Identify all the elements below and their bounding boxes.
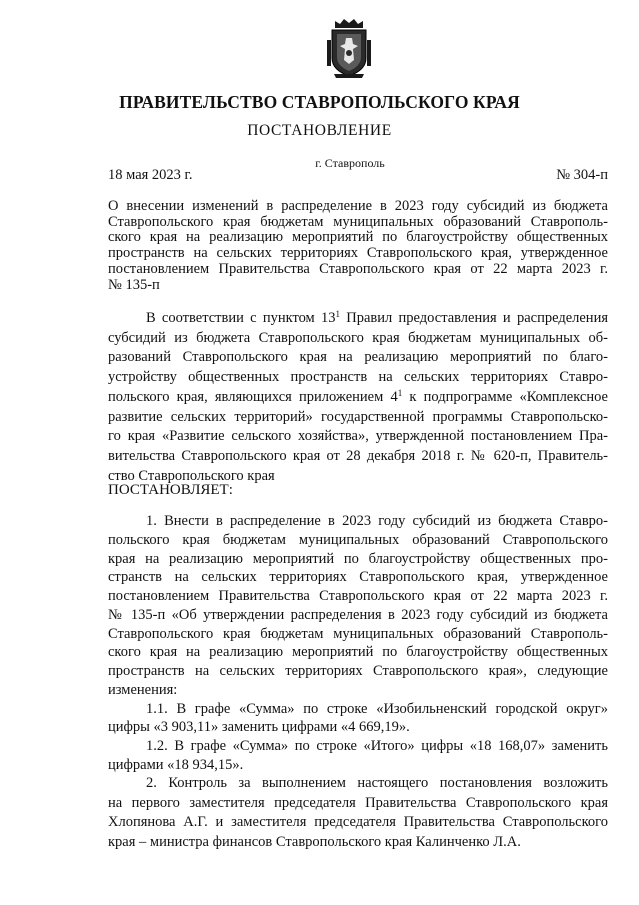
clause-line: польского края бюджетам муниципальных образований Ставропольского xyxy=(108,531,608,548)
subclause-line: цифрами «18 934,15». xyxy=(108,756,244,773)
preamble-text: В соответствии с пунктом 13 xyxy=(146,310,336,326)
preamble-line: разований Ставропольского края на реализацию мероприятий по благо- xyxy=(108,349,608,366)
subclause-line: цифры «3 903,11» заменить цифрами «4 669,19». xyxy=(108,719,410,736)
clause-line: 1. Внести в распределение в 2023 году субсидий из бюджета Ставро- xyxy=(146,513,608,529)
preamble xyxy=(108,309,608,486)
subject-line: О внесении изменений в распределение в 2023 году субсидий из бюджета xyxy=(108,198,608,214)
decree-word: ПОСТАНОВЛЯЕТ: xyxy=(108,482,233,498)
superscript: 1 xyxy=(397,387,403,398)
clause-line: края – министра финансов Ставропольского края Калинченко Л.А. xyxy=(108,833,521,850)
preamble-line xyxy=(108,309,608,329)
clause-line: постановлением Правительства Ставропольского края от 22 марта 2023 г. xyxy=(108,588,608,604)
subject-line: пространств на сельских территориях Ставропольского края, утвержденное xyxy=(108,245,608,262)
preamble-line xyxy=(108,388,608,408)
clause-line: № 135-п «Об утверждении распределения в 2023 году субсидий из бюджета xyxy=(108,606,608,623)
clause-2 xyxy=(108,774,608,852)
subject-line: № 135-п xyxy=(108,276,160,293)
coat-of-arms-emblem xyxy=(326,18,372,80)
clause-line: 2. Контроль за выполнением настоящего постановления возложить xyxy=(146,775,608,791)
preamble-line: го края «Развитие сельского хозяйства», утвержденной постановлением Пра- xyxy=(108,428,608,445)
clause-line: ского края на реализацию мероприятий по благоустройству общественных xyxy=(108,644,608,661)
preamble-text: Правил предоставления и распределения xyxy=(340,310,608,326)
subclause-line: 1.1. В графе «Сумма» по строке «Изобильненский городской округ» xyxy=(146,700,608,717)
preamble-line: субсидий из бюджета Ставропольского края бюджетам муниципальных об- xyxy=(108,329,608,346)
preamble-text: польского края, являющихся приложением 4 xyxy=(108,388,398,405)
document-type: ПОСТАНОВЛЕНИЕ xyxy=(247,122,392,139)
preamble-text: к подпрограмме «Комплексное xyxy=(402,388,608,405)
subclause-line: 1.2. В графе «Сумма» по строке «Итого» цифры «18 168,07» заменить xyxy=(146,738,608,754)
clause-line: Хлопянова А.Г. и заместителя председателя Правительства Ставропольского xyxy=(108,814,608,830)
preamble-line: развитие сельских территорий» государственной программы Ставропольско- xyxy=(108,408,608,425)
subject-line: ского края на реализацию мероприятий по благоустройству общественных xyxy=(108,229,608,246)
preamble-line: устройству общественных пространств на сельских территориях Ставро- xyxy=(108,369,608,386)
city: г. Ставрополь xyxy=(315,156,385,170)
clause-line: Ставропольского края бюджетам муниципальных образований Ставрополь- xyxy=(108,625,608,642)
preamble-line: ство Ставропольского края xyxy=(108,467,275,484)
clause-line: пространств на сельских территориях Ставропольского края», следующие xyxy=(108,663,608,679)
superscript: 1 xyxy=(335,309,340,319)
clause-line: края на реализацию мероприятий по благоустройству общественных про- xyxy=(108,550,608,567)
government-title: ПРАВИТЕЛЬСТВО СТАВРОПОЛЬСКОГО КРАЯ xyxy=(119,92,520,112)
subject-line: постановлением Правительства Ставропольского края от 22 марта 2023 г. xyxy=(108,260,608,277)
clause-line: на первого заместителя председателя Правительства Ставропольского края xyxy=(108,794,608,811)
subject-line: Ставропольского края бюджетам муниципальных образований Ставрополь- xyxy=(108,213,608,230)
preamble-line: вительства Ставропольского края от 28 декабря 2018 г. № 620-п, Правитель- xyxy=(108,447,608,464)
clause-1 xyxy=(108,512,608,775)
clause-line: изменения: xyxy=(108,681,178,698)
document-subject xyxy=(108,199,608,293)
clause-line: странств на сельских территориях Ставропольского края, утвержденное xyxy=(108,569,608,586)
document-date: 18 мая 2023 г. xyxy=(108,167,193,183)
document-number: № 304-п xyxy=(556,167,608,183)
